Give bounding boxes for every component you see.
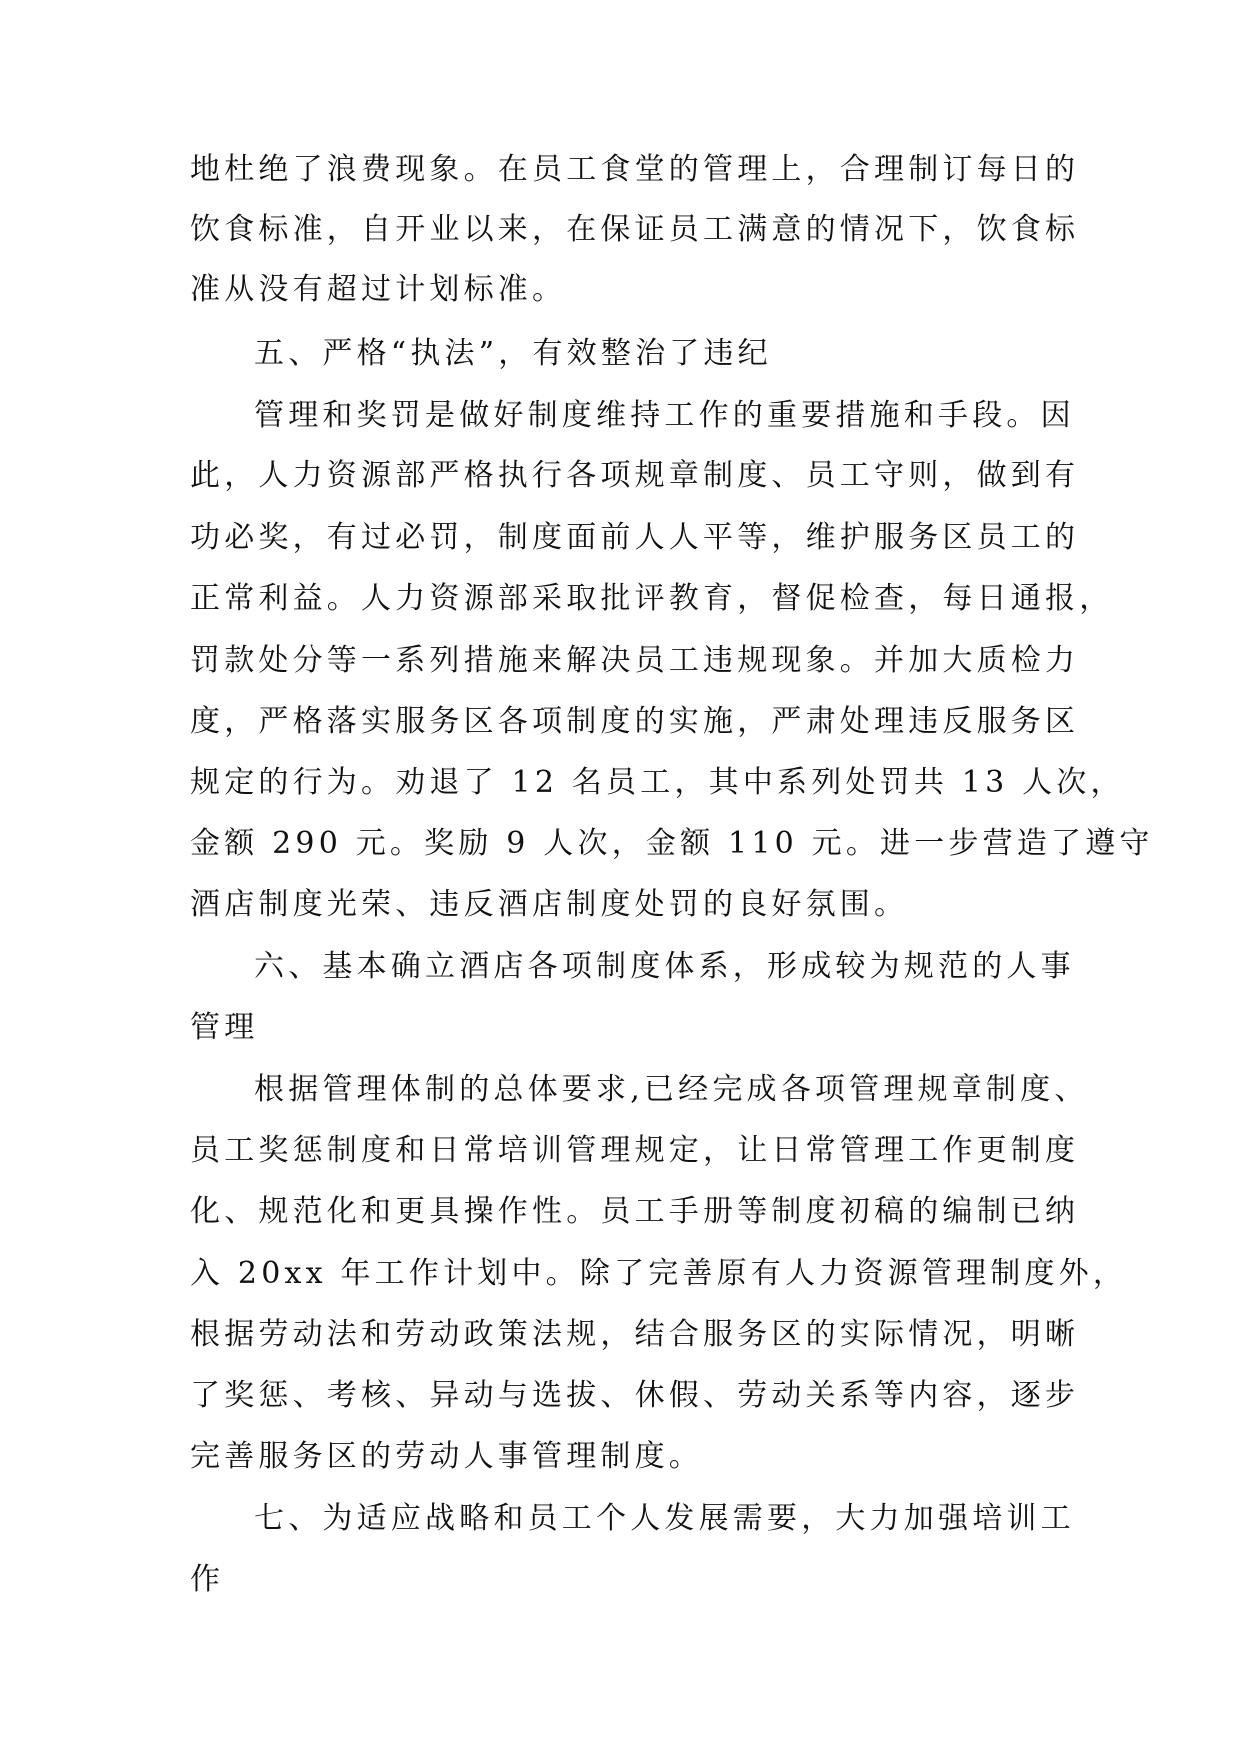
text-line: 了奖惩、考核、异动与选拔、休假、劳动关系等内容，逐步 (190, 1378, 1080, 1413)
paragraph-first-line: 根据管理体制的总体要求,已经完成各项管理规章制度、 (254, 1072, 1089, 1107)
text-line: 酒店制度光荣、违反酒店制度处罚的良好氛围。 (190, 887, 909, 922)
text-line: 规定的行为。劝退了 12 名员工，其中系列处罚共 13 人次， (190, 765, 1125, 800)
section-heading-continued: 作 (190, 1562, 225, 1597)
text-line: 此，人力资源部严格执行各项规章制度、员工守则，做到有 (190, 458, 1080, 493)
text-line: 完善服务区的劳动人事管理制度。 (190, 1439, 703, 1474)
text-line: 根据劳动法和劳动政策法规，结合服务区的实际情况，明晰 (190, 1317, 1080, 1352)
paragraph-first-line: 管理和奖罚是做好制度维持工作的重要措施和手段。因 (254, 398, 1075, 433)
text-line: 功必奖，有过必罚，制度面前人人平等，维护服务区员工的 (190, 520, 1080, 555)
section-heading: 五、严格“执法”，有效整治了违纪 (254, 336, 772, 371)
text-line: 罚款处分等一系列措施来解决员工违规现象。并加大质检力 (190, 643, 1080, 678)
text-line: 度，严格落实服务区各项制度的实施，严肃处理违反服务区 (190, 704, 1080, 739)
section-heading-continued: 管理 (190, 1010, 259, 1045)
text-line: 员工奖惩制度和日常培训管理规定，让日常管理工作更制度 (190, 1133, 1080, 1168)
text-line: 化、规范化和更具操作性。员工手册等制度初稿的编制已纳 (190, 1194, 1080, 1229)
text-line: 饮食标准，自开业以来，在保证员工满意的情况下，饮食标 (190, 212, 1080, 247)
text-line: 金额 290 元。奖励 9 人次，金额 110 元。进一步营造了遵守 (190, 826, 1154, 861)
text-line: 地杜绝了浪费现象。在员工食堂的管理上，合理制订每日的 (190, 152, 1080, 187)
section-heading: 七、为适应战略和员工个人发展需要，大力加强培训工 (254, 1501, 1075, 1536)
section-heading: 六、基本确立酒店各项制度体系，形成较为规范的人事 (254, 949, 1075, 984)
text-line: 入 20xx 年工作计划中。除了完善原有人力资源管理制度外， (190, 1256, 1128, 1291)
text-line: 正常利益。人力资源部采取批评教育，督促检查，每日通报， (190, 581, 1114, 616)
text-line: 准从没有超过计划标准。 (190, 272, 567, 307)
